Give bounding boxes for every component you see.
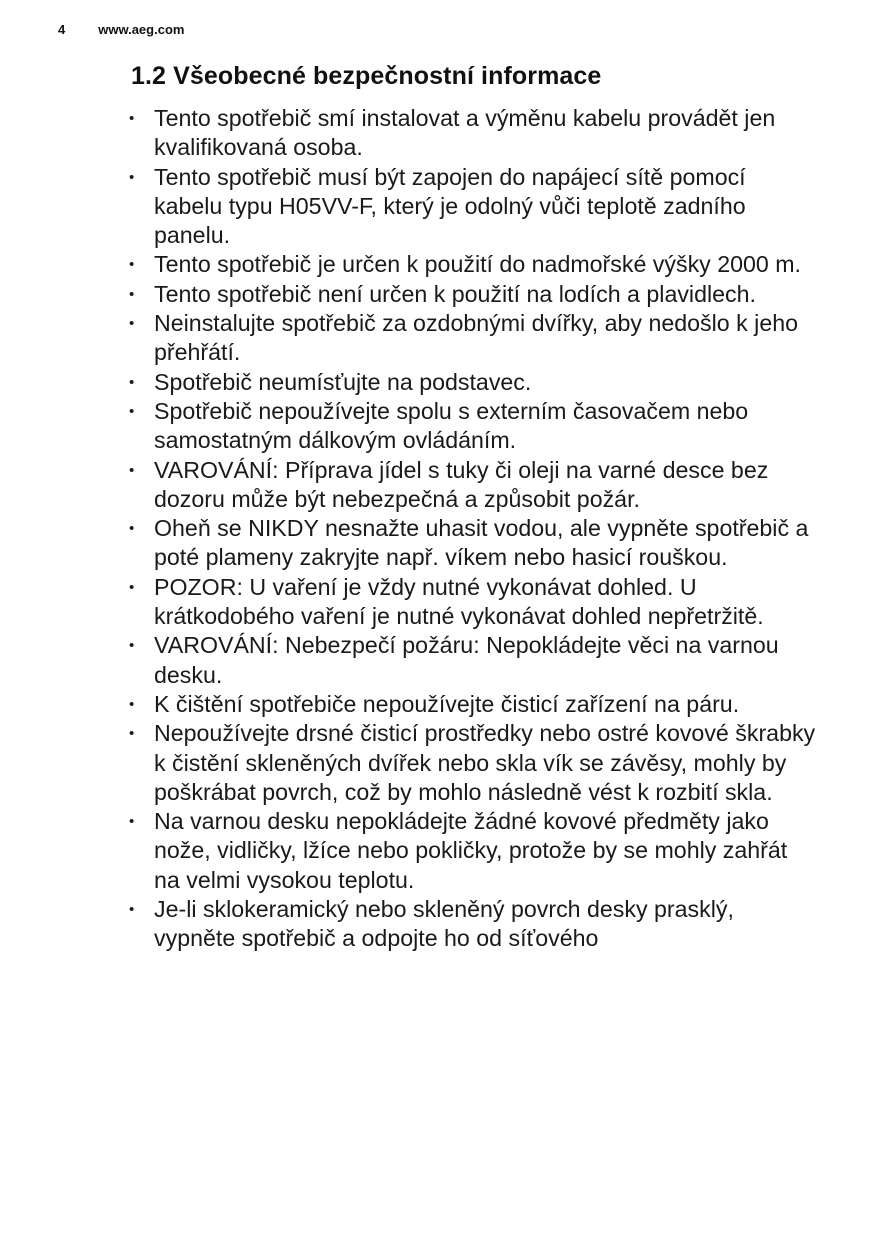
- list-item-text: K čištění spotřebiče nepoužívejte čisticí zařízení na páru.: [154, 690, 740, 717]
- list-item: [126, 631, 816, 690]
- list-item-text: POZOR: U vaření je vždy nutné vykonávat dohled. U krátkodobého vaření je nutné vykonávat dohled nepřetržitě.: [154, 573, 764, 630]
- list-item: [126, 456, 816, 515]
- bullet-icon: •: [129, 461, 135, 479]
- list-item-text: Oheň se NIKDY nesnažte uhasit vodou, ale vypněte spotřebič a poté plameny zakryjte např. víkem nebo hasicí rouškou.: [154, 515, 809, 571]
- bullet-icon: •: [129, 256, 135, 274]
- list-item: [126, 719, 816, 807]
- list-item: [126, 807, 816, 895]
- safety-instructions-list: [126, 104, 816, 954]
- bullet-icon: •: [129, 695, 135, 713]
- bullet-icon: •: [129, 813, 135, 831]
- list-item: [126, 690, 816, 719]
- bullet-icon: •: [129, 637, 135, 655]
- bullet-icon: •: [129, 520, 135, 538]
- list-item: [126, 104, 816, 163]
- list-item: [126, 280, 816, 309]
- bullet-icon: •: [129, 402, 135, 420]
- list-item: [126, 163, 816, 251]
- list-item-text: VAROVÁNÍ: Nebezpečí požáru: Nepokládejte věci na varnou desku.: [154, 632, 779, 688]
- list-item-text: Tento spotřebič není určen k použití na lodích a plavidlech.: [154, 280, 756, 307]
- page-number: 4: [58, 22, 66, 37]
- bullet-icon: •: [129, 725, 135, 743]
- bullet-icon: •: [129, 901, 135, 919]
- list-item: [126, 573, 816, 632]
- list-item-text: VAROVÁNÍ: Příprava jídel s tuky či oleji na varné desce bez dozoru může být nebezpečná a způsobit požár.: [154, 456, 769, 512]
- list-item-text: Tento spotřebič je určen k použití do nadmořské výšky 2000 m.: [154, 251, 801, 278]
- website-url: www.aeg.com: [98, 22, 185, 37]
- bullet-icon: •: [129, 285, 135, 303]
- list-item: [126, 514, 816, 573]
- bullet-icon: •: [129, 373, 135, 391]
- bullet-icon: •: [129, 578, 135, 596]
- list-item-text: Tento spotřebič musí být zapojen do napájecí sítě pomocí kabelu typu H05VV-F, který je odolný vůči teplotě zadního panelu.: [154, 163, 746, 249]
- bullet-icon: •: [129, 110, 135, 127]
- list-item-text: Spotřebič neumísťujte na podstavec.: [154, 368, 532, 395]
- list-item-text: Nepoužívejte drsné čisticí prostředky nebo ostré kovové škrabky k čistění skleněných dvířek nebo skla vík se závěsy, mohly by poškrábat povrch, což by mohlo následně vést k rozbití skla.: [154, 720, 816, 805]
- list-item: [126, 368, 816, 397]
- list-item-text: Tento spotřebič smí instalovat a výměnu kabelu provádět jen kvalifikovaná osoba.: [154, 105, 776, 161]
- list-item: [126, 397, 816, 456]
- list-item-text: Je-li sklokeramický nebo skleněný povrch desky prasklý, vypněte spotřebič a odpojte ho od síťového: [154, 896, 734, 952]
- list-item-text: Spotřebič nepoužívejte spolu s externím časovačem nebo samostatným dálkovým ovládáním.: [154, 397, 749, 454]
- section-title: 1.2 Všeobecné bezpečnostní informace: [131, 62, 602, 90]
- bullet-icon: •: [129, 168, 135, 186]
- list-item-text: Neinstalujte spotřebič za ozdobnými dvířky, aby nedošlo k jeho přehřátí.: [154, 310, 799, 366]
- page-header: [58, 22, 184, 37]
- bullet-icon: •: [129, 315, 135, 333]
- list-item-text: Na varnou desku nepokládejte žádné kovové předměty jako nože, vidličky, lžíce nebo pokličky, protože by se mohly zahřát na velmi vysokou teplotu.: [154, 808, 788, 893]
- list-item: [126, 250, 816, 279]
- list-item: [126, 309, 816, 368]
- list-item: [126, 895, 816, 954]
